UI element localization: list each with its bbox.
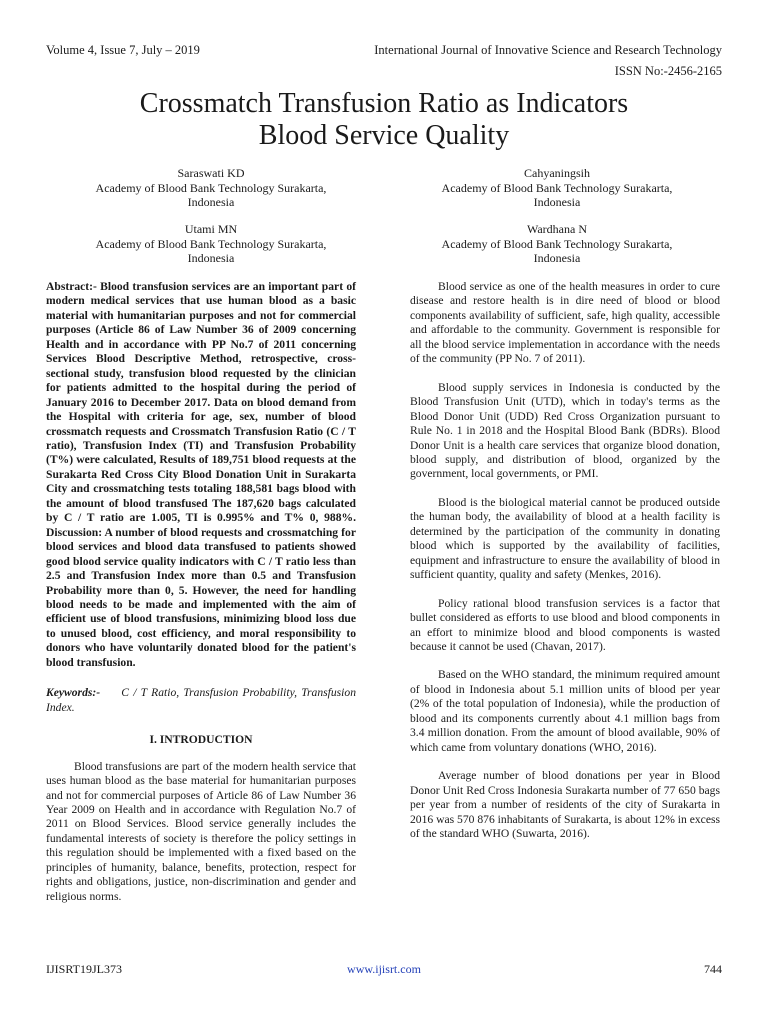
author-affiliation: Academy of Blood Bank Technology Surakarta, [441,236,673,251]
body-paragraph: Based on the WHO standard, the minimum required amount of blood in Indonesia about 5.1 million units of blood per year (2% of the total population of Indonesia), while the production of blood and its components currently about 4.1 million bags from 3.4 million donation. From the amount of blood available, 90% of which came from voluntary donations (WHO, 2016). [410,668,720,754]
body-paragraph: Blood is the biological material cannot be produced outside the human body, the availability of blood at a health facility is determined by the participation of the community in donating blood which is supported by the availability of facilities, equipment and infrastructure to ensure the availability of blood in sufficient quantity, quality and safety (Menkes, 2016). [410,495,720,582]
author-block-3 [46,222,376,266]
journal-issn: ISSN No:-2456-2165 [614,64,722,78]
keywords [46,686,356,715]
author-affiliation: Academy of Blood Bank Technology Surakarta, [441,180,673,195]
keywords-label: Keywords:- [46,686,101,700]
author-country: Indonesia [187,251,235,265]
footer-journal-link[interactable]: www.ijisrt.com [347,962,421,976]
paper-title-line-1: Crossmatch Transfusion Ratio as Indicators [139,88,629,119]
section-heading-introduction: I. INTRODUCTION [149,733,253,747]
author-name: Wardhana N [526,222,587,236]
right-column [410,280,720,841]
paper-title-line-2: Blood Service Quality [258,120,510,151]
left-column [46,280,356,904]
keywords-text: C / T Ratio, Transfusion Probability, Transfusion Index. [46,686,356,714]
abstract: Abstract:- Blood transfusion services are an important part of modern medical services that use human blood as a basic material with humanitarian purposes and not for commercial purposes (Article 86 of Law Number 36 of 2009 concerning Health and in accordance with PP No.7 of 2011 concerning Services Blood Descriptive Method, retrospective, cross-sectional study, transfusion blood requested by the clinician for patients admitted to the hospital during the period of January 2016 to December 2017. Data on blood demand from the Hospital with criteria for age, sex, number of blood crossmatch requests and Crossmatch Transfusion Ratio (C / T ratio), Transfusion Index (TI) and Transfusion Probability (T%) were calculated, Results of 189,751 blood requests at the Surakarta Red Cross City Blood Donation Unit in Surakarta City and crossmatching tests totaling 188,581 bags blood with the amount of blood transfused The 187,620 bags calculated by C / T ratio are 1.005, TI is 0.995% and T% 0, 988%. Discussion: A number of blood requests and crossmatching for blood services and blood data transfused to patients showed good blood service quality indicators with C / T ratio less than 2.5 and Transfusion Index more than 0.5 and Transfusion Probability more than 0, 5. However, the need for handling blood needs to be made and implemented with the aim of efficient use of blood transfusions, minimizing blood loss due to unused blood, cost efficiency, and moral responsibility to donors who have voluntarily donated blood for the patient's blood transfusion. [46,280,356,669]
author-country: Indonesia [187,195,235,209]
author-affiliation: Academy of Blood Bank Technology Surakarta, [95,236,327,251]
author-name: Cahyaningsih [524,166,590,180]
author-name: Utami MN [184,222,238,236]
paper-title [46,88,722,152]
body-paragraph: Blood supply services in Indonesia is conducted by the Blood Transfusion Unit (UTD), which in today's terms as the Blood Donor Unit (UDD) Red Cross Organization pursuant to Rule No. 1 in 2018 and the Hospital Blood Bank (BDRs). Blood Donor Unit is a health care services that organize blood donation, blood supply, and distribution of blood, organized by the government, local governments, or PMI. [410,380,720,481]
author-country: Indonesia [533,195,581,209]
author-name: Saraswati KD [177,166,245,180]
body-paragraph: Average number of blood donations per year in Blood Donor Unit Red Cross Indonesia Surakarta number of 77 650 bags per year from a number of residents of the city of Surakarta in 2016 was 570 876 inhabitants of Surakarta, is about 12% in excess of the standard WHO (Suwarta, 2016). [410,769,720,840]
body-paragraph: Policy rational blood transfusion services is a factor that bullet considered as efforts to use blood and blood components in an effort to minimize blood and blood components is wasted because it cannot be used (Chavan, 2017). [410,596,720,653]
author-block-4 [392,222,722,266]
author-country: Indonesia [533,251,581,265]
intro-paragraph: Blood transfusions are part of the modern health service that uses human blood as the base material for humanitarian purposes and not for commercial purposes of Article 86 of Law Number 36 Year 2009 on Health and in accordance with Regulation No.7 of 2011 on Blood Services. Blood service generally includes the fundamental interests of society is therefore the policy settings in this regulation should be implemented with a fixed based on the principles of humanity, balance, benefits, protection, respect for rights and obligations, justice, non-discrimination and gender and religious norms. [46,759,356,903]
journal-name: International Journal of Innovative Science and Research Technology [374,43,722,57]
body-paragraph: Blood service as one of the health measures in order to cure disease and restore health is in dire need of blood or blood components availability of sufficient, safe, high quality, accessible and affordable to the community. Government is responsible for all the blood service implementation in accordance with the needs of the community (PP No. 7 of 2011). [410,280,720,366]
author-block-2 [392,166,722,210]
journal-volume: Volume 4, Issue 7, July – 2019 [46,43,200,57]
author-affiliation: Academy of Blood Bank Technology Surakarta, [95,180,327,195]
footer-page-number: 744 [704,962,722,976]
author-block-1 [46,166,376,210]
footer-paper-code: IJISRT19JL373 [46,962,122,976]
